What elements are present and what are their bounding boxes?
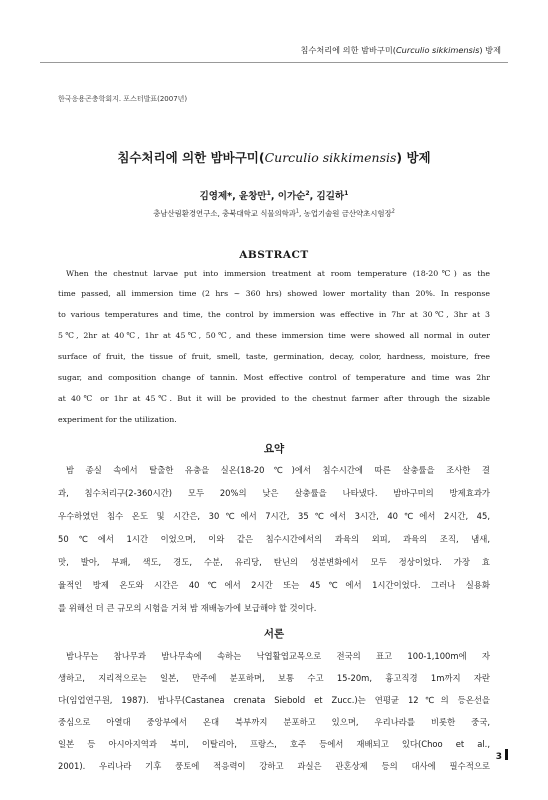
running-header [301, 45, 501, 56]
author: 이가순$^2$ [277, 189, 310, 202]
running-header-text: 침수처리에 의한 밤바구미( [300, 45, 396, 55]
author-list: 김영제*, 윤창만$^1$, 이가순$^2$, 김길하$^1$ [199, 189, 349, 202]
summary-line: 밤 종실 속에서 탈출한 유충을 실온(18-20℃)에서 침수시간에 따른 살충률을 조사한 결 [66, 465, 490, 475]
intro-line: 생하고, 지리적으로는 일본, 만주에 분포하며, 보통 수고 15-20m, 흉고직경 1m까지 자란 [58, 673, 490, 683]
intro-line: 일본 등 아시아지역과 북미, 이탈리아, 프랑스, 호주 등에서 재배되고 있다(Choo et al., [58, 739, 490, 749]
running-header-suffix: ) 방제 [479, 45, 501, 55]
journal-name: 한국응용곤충학회지. 포스터발표(2007년) [58, 95, 188, 103]
summary-line: 과, 침수처리구(2-360시간) 모두 20%의 낮은 살충률을 나타냈다. 밤바구미의 방제효과가 [58, 488, 490, 498]
header-divider [40, 62, 508, 63]
title-suffix: ) 방제 [396, 150, 431, 165]
summary-line: 를 위해선 더 큰 규모의 시험을 거쳐 밤 재배농가에 보급해야 할 것이다. [58, 603, 317, 613]
summary-line: 우수하였던 침수 온도 및 시간은, 30℃에서 7시간, 35℃에서 3시간, 40℃에서 2시간, 45, [58, 511, 490, 521]
title-text: 침수처리에 의한 밤바구미( [117, 150, 265, 165]
abstract-line: experiment for the utilization. [58, 415, 177, 424]
author: 윤창만$^1$ [239, 189, 271, 202]
page-marker-bar [505, 749, 508, 760]
abstract-line: to various temperatures and time, the control by immersion was effective in 7hr at 30℃, 3hr at 3 [58, 310, 490, 319]
introduction-heading: 서론 [263, 628, 285, 640]
author: 김영제* [199, 191, 233, 202]
abstract-line: sugar, and composition change of tannin. Most effective control of temperature and time was 2hr [58, 373, 490, 382]
paper-title [0, 148, 548, 166]
abstract-heading: ABSTRACT [239, 249, 309, 261]
summary-line: 맛, 발아, 부패, 색도, 경도, 수분, 유리당, 탄닌의 성분변화에서 모두 정상이었다. 가장 효 [58, 557, 490, 567]
page-number: 3 [496, 749, 508, 762]
intro-line: 2001). 우리나라 기후 풍토에 적응력이 강하고 과실은 관혼상제 등의 대사에 필수적으로 [58, 761, 490, 771]
summary-line: 율적인 방제 온도와 시간은 40℃에서 2시간 또는 45℃에서 1시간이었다. 그러나 실용화 [58, 580, 490, 590]
title-species: Curculio sikkimensis [264, 150, 397, 165]
affiliations: 충남산림환경연구소, 충북대학교 식물의학과$^1$, 농업기술원 금산약초시험장$^2$ [153, 209, 395, 218]
abstract-line: 5℃, 2hr at 40℃, 1hr at 45℃, 50℃, and these immersion time were showed all normal in outer [58, 331, 490, 340]
summary-line: 50℃에서 1시간 이었으며, 이와 같은 침수시간에서의 과육의 외피, 과육의 조직, 냄새, [58, 534, 490, 544]
intro-line: 다(임업연구원, 1987). 밤나무(Castanea crenata Siebold et Zucc.)는 연평균 12℃의 등온선을 [58, 695, 490, 705]
abstract-line: surface of fruit, the tissue of fruit, smell, taste, germination, decay, color, hardness, moisture, free [58, 352, 490, 361]
abstract-line: When the chestnut larvae put into immersion treatment at room temperature (18-20℃) as the [66, 269, 490, 278]
abstract-line: at 40℃ or 1hr at 45℃. But it will be provided to the chestnut farmer after through the sizable [58, 394, 490, 403]
abstract-line: time passed, all immersion time (2 hrs ~ 360 hrs) showed lower mortality than 20%. In response [58, 289, 490, 298]
intro-line: 중심으로 아열대 중앙부에서 온대 북부까지 분포하고 있으며, 우리나라를 비롯한 중국, [58, 717, 490, 727]
intro-line: 밤나무는 참나무과 밤나무속에 속하는 낙엽활엽교목으로 전국의 표고 100-1,100m에 자 [66, 651, 490, 661]
summary-heading: 요약 [263, 443, 285, 455]
running-header-species: Curculio sikkimensis [395, 45, 480, 55]
author: 김길하$^1$ [316, 189, 349, 202]
